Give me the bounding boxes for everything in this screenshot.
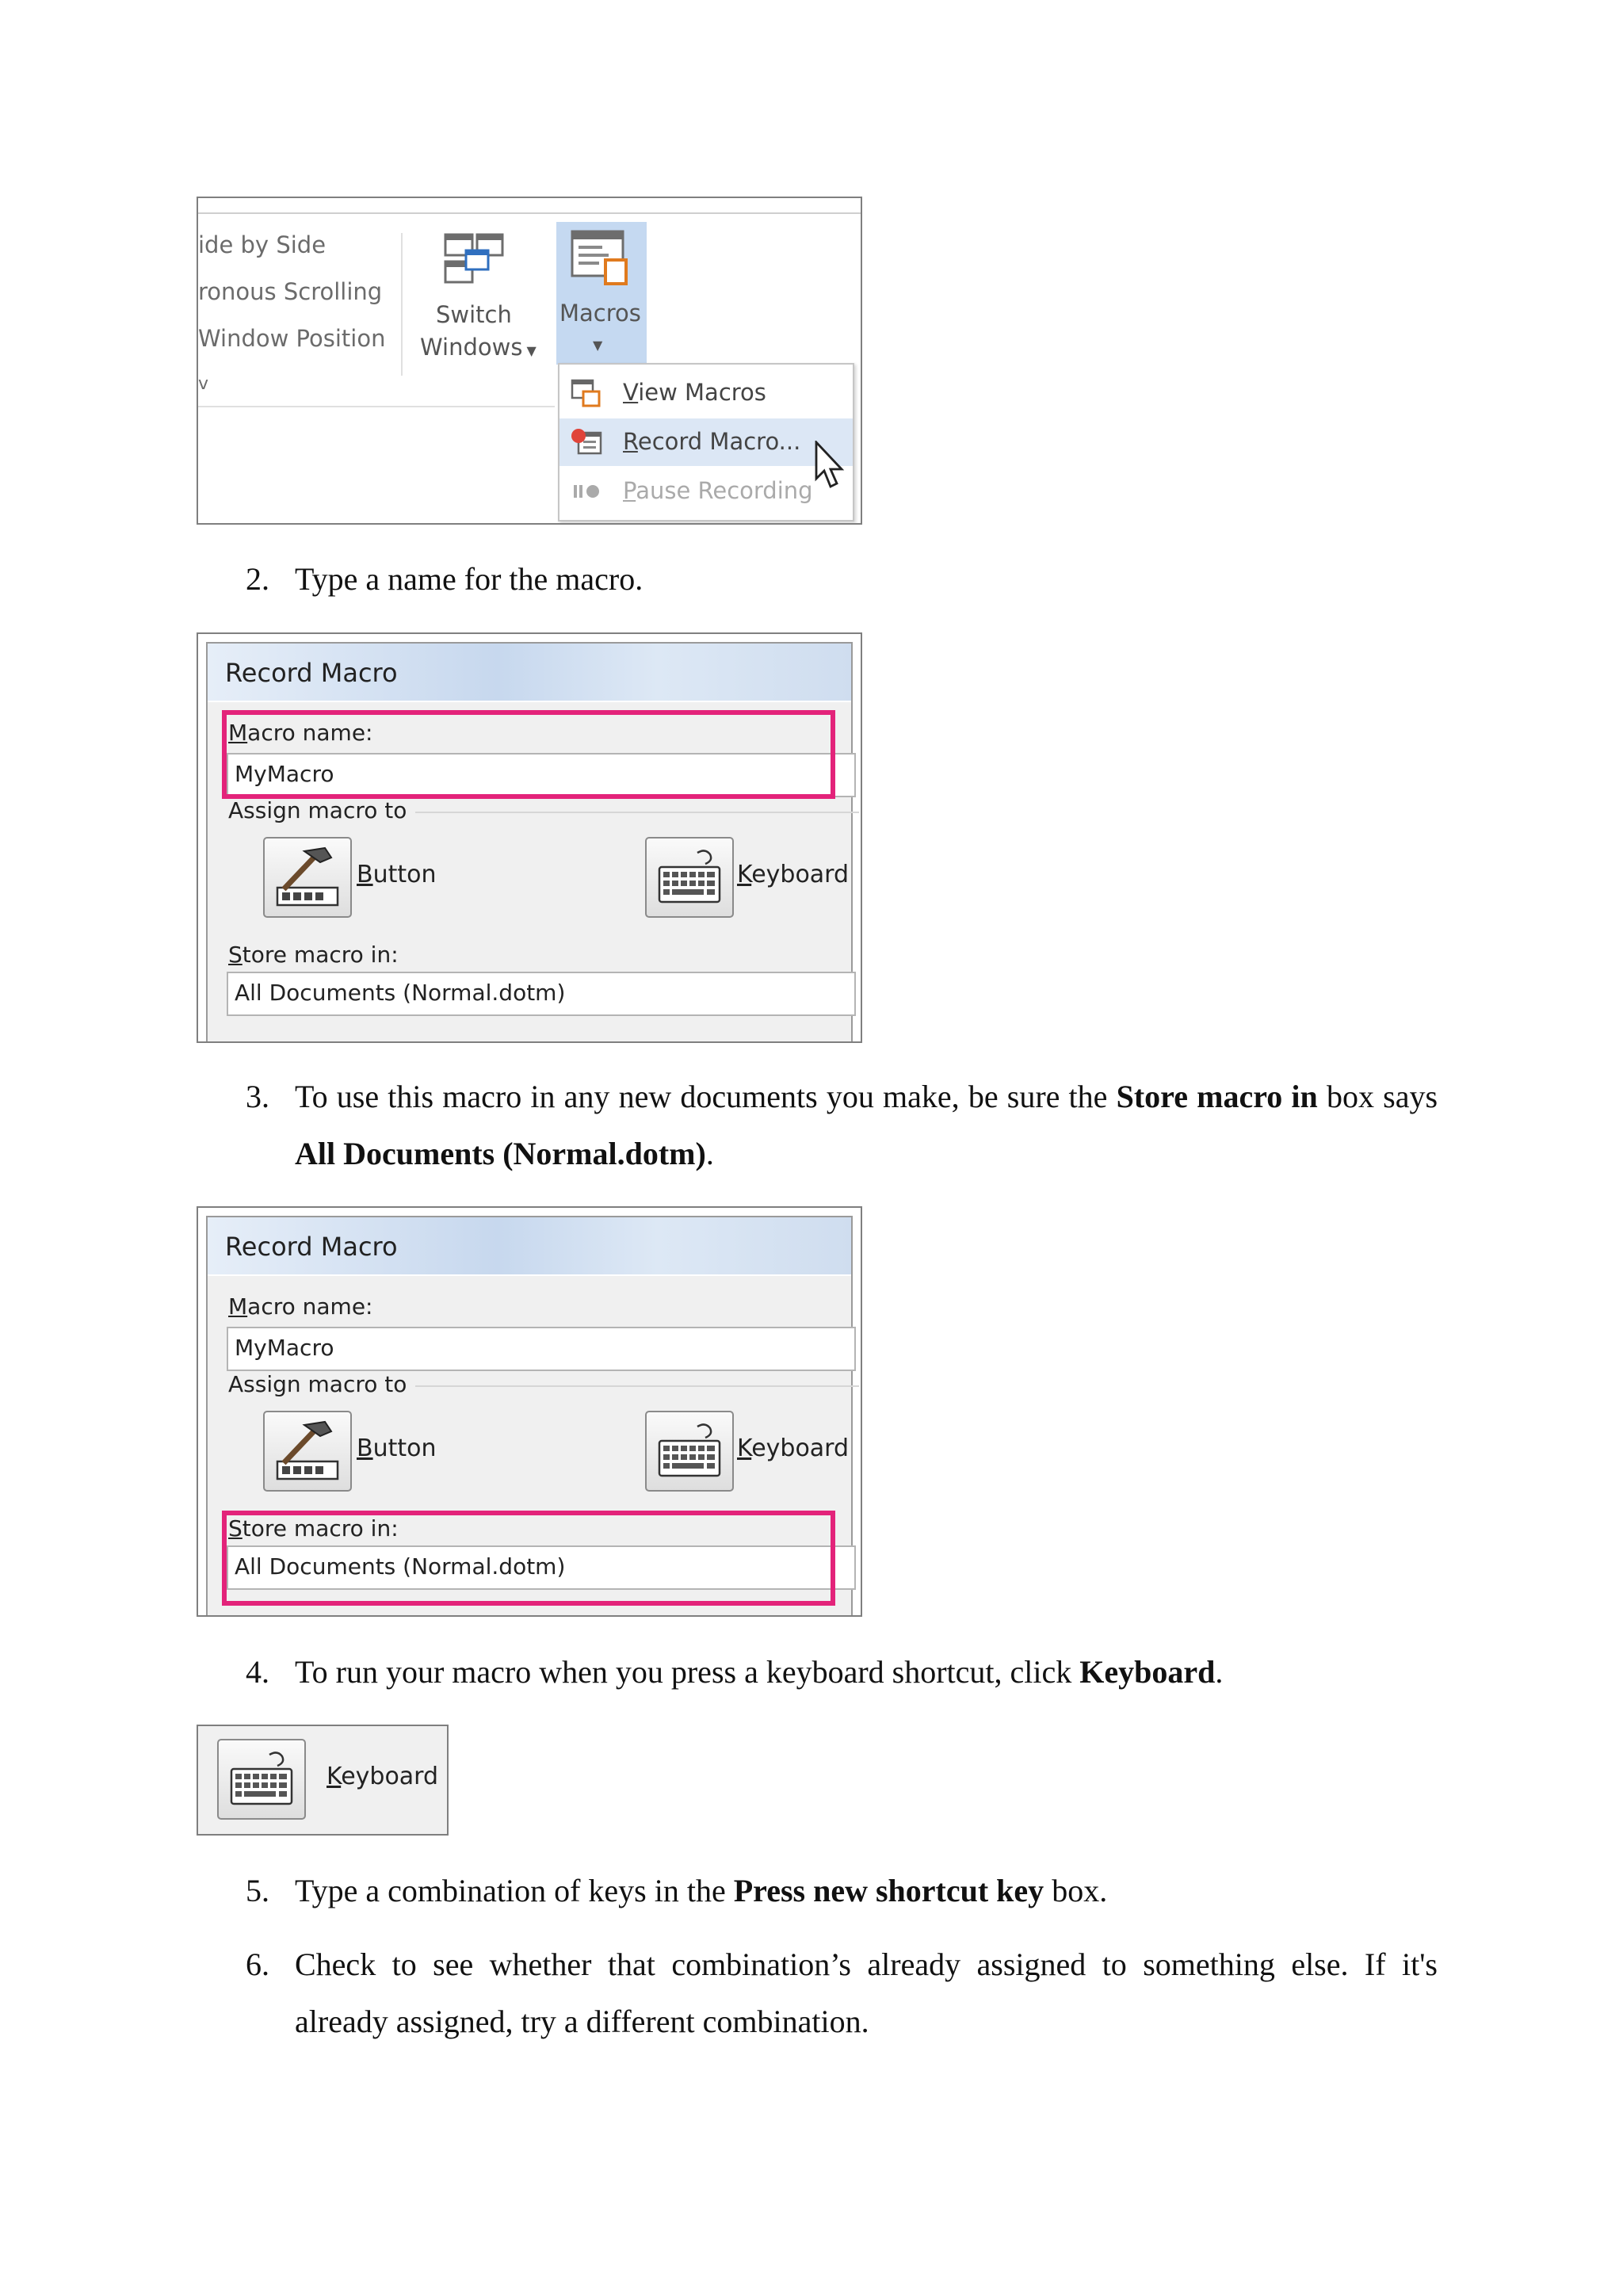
ribbon-screenshot — [197, 197, 862, 525]
store-macro-highlight — [222, 1511, 835, 1606]
menu-label-view: iew Macros — [638, 379, 766, 406]
keyboard-icon — [228, 1752, 295, 1809]
step-number: 2. — [246, 561, 269, 597]
macro-name-value: MyMacro — [235, 761, 334, 787]
keyboard-icon — [656, 1423, 723, 1480]
macros-label: Macros — [559, 300, 641, 327]
dialog-title: Record Macro — [225, 658, 398, 688]
step-text: Check to see whether that combination’s already assigned to something else. If it's already assigned, try a different combination. — [295, 1946, 1438, 2039]
step-text: To use this macro in any new documents you make, be sure the Store macro in box says All Documents (Normal.dotm). — [295, 1079, 1438, 1171]
ribbon-group-bottom — [198, 406, 555, 407]
step-number: 3. — [246, 1079, 269, 1114]
macros-button[interactable] — [556, 222, 647, 365]
macro-name-value: MyMacro — [235, 1335, 334, 1361]
view-macros-icon — [571, 379, 602, 407]
reset-window-position-button[interactable]: Window Position — [198, 325, 386, 352]
store-macro-in-value: All Documents (Normal.dotm) — [235, 1553, 566, 1580]
assign-button-button[interactable] — [263, 1411, 352, 1492]
step-number: 4. — [246, 1654, 269, 1690]
hammer-icon — [273, 1417, 342, 1484]
record-macro-dialog-screenshot-2 — [197, 1206, 862, 1617]
menu-item-view-macros[interactable] — [559, 369, 853, 417]
keyboard-button[interactable] — [217, 1739, 306, 1820]
step-number: 5. — [246, 1873, 269, 1908]
assign-macro-to-label: Assign macro to — [228, 797, 407, 823]
store-macro-in-label: Store macro in: — [228, 942, 399, 968]
macro-name-input[interactable] — [227, 1327, 856, 1371]
side-by-side-button[interactable]: ide by Side — [198, 231, 327, 258]
store-macro-in-label: Store macro in: — [228, 1515, 399, 1541]
assign-keyboard-button[interactable] — [645, 1411, 734, 1492]
macro-name-label: Macro name: — [228, 720, 373, 746]
step-text: To run your macro when you press a keyboard shortcut, click Keyboard. — [295, 1654, 1224, 1690]
switch-windows-label-2: Windows ▼ — [420, 334, 537, 361]
macros-icon — [569, 228, 632, 288]
assign-macro-to-label: Assign macro to — [228, 1371, 407, 1397]
macros-dropdown-menu — [558, 363, 854, 521]
macro-name-label: Macro name: — [228, 1293, 373, 1320]
keyboard-label: Keyboard — [737, 861, 850, 888]
store-macro-in-value: All Documents (Normal.dotm) — [235, 980, 566, 1006]
dialog-title-bar — [208, 644, 851, 701]
group-divider — [415, 1385, 859, 1387]
record-macro-dialog — [206, 642, 853, 1041]
menu-label-pause-m: P — [623, 477, 636, 504]
step-text: Type a combination of keys in the Press new shortcut key box. — [295, 1873, 1108, 1908]
assign-button-button[interactable] — [263, 837, 352, 918]
switch-windows-button[interactable] — [420, 230, 539, 372]
assign-keyboard-button[interactable] — [645, 837, 734, 918]
chevron-down-icon: ▼ — [522, 343, 537, 358]
window-group-label: v — [198, 374, 209, 394]
hammer-icon — [273, 843, 342, 910]
menu-label-pause: ause Recording — [636, 477, 813, 504]
store-macro-in-select[interactable] — [227, 972, 856, 1016]
mouse-cursor-icon — [815, 441, 850, 490]
keyboard-icon — [656, 850, 723, 907]
menu-label-view-m: V — [623, 379, 639, 406]
menu-item-pause-recording[interactable] — [559, 468, 853, 515]
keyboard-label: Keyboard — [737, 1435, 850, 1462]
switch-windows-icon — [442, 230, 506, 287]
record-macro-dialog-screenshot-1 — [197, 632, 862, 1043]
button-label: Button — [357, 861, 437, 888]
keyboard-button-screenshot — [197, 1725, 449, 1836]
macro-name-highlight — [222, 710, 835, 799]
ribbon-top-border — [198, 212, 861, 214]
pause-recording-icon — [571, 477, 602, 506]
ribbon-separator — [401, 233, 403, 376]
group-divider — [415, 812, 859, 813]
step-3 — [246, 1068, 1438, 1187]
step-text: Type a name for the macro. — [295, 561, 643, 597]
record-macro-icon — [571, 428, 602, 457]
keyboard-label: Keyboard — [327, 1763, 439, 1790]
menu-label-record-m: R — [623, 428, 638, 455]
chevron-down-icon: ▼ — [593, 338, 603, 353]
step-number: 6. — [246, 1946, 269, 1982]
menu-label-record: ecord Macro... — [637, 428, 801, 455]
dialog-title-bar — [208, 1217, 851, 1274]
button-label: Button — [357, 1435, 437, 1462]
step-6 — [246, 1936, 1438, 2055]
switch-windows-label-1: Switch — [436, 301, 512, 328]
synchronous-scrolling-button[interactable]: ronous Scrolling — [198, 278, 383, 305]
dialog-title: Record Macro — [225, 1232, 398, 1262]
menu-item-record-macro[interactable] — [559, 418, 853, 466]
